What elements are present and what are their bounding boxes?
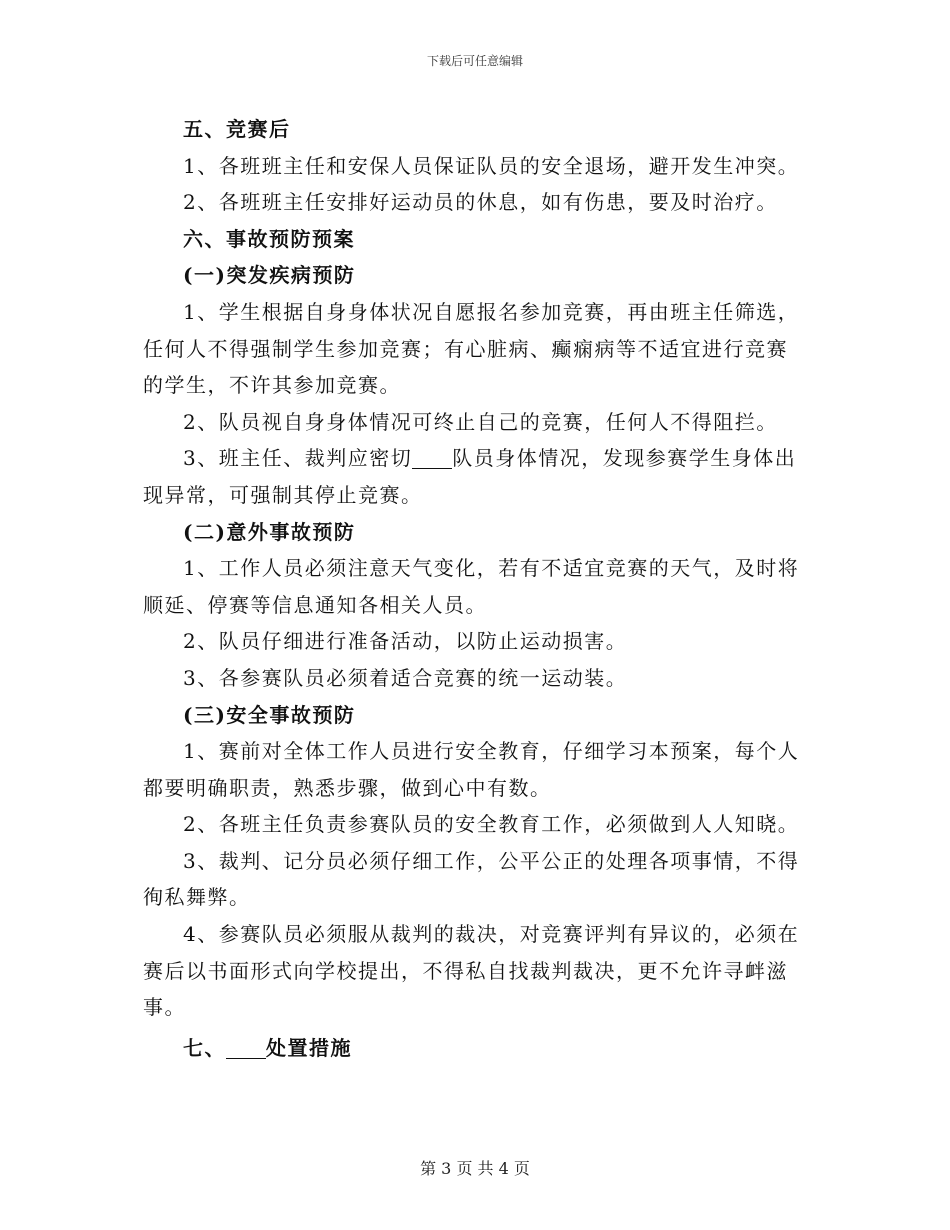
illness-item-3	[143, 440, 807, 513]
illness-item-3-after: 队员身体情况，发现参赛学生身体出现异常，可强制其停止竞赛。	[143, 446, 797, 507]
accident-item-1: 1、工作人员必须注意天气变化，若有不适宜竞赛的天气，及时将顺延、停赛等信息通知各相关人员。	[143, 556, 800, 617]
document-body	[143, 111, 807, 1066]
subsection-accident-title: (二)意外事故预防	[183, 519, 356, 544]
safety-item-3: 3、裁判、记分员必须仔细工作，公平公正的处理各项事情，不得徇私舞弊。	[143, 848, 800, 910]
section-five-title: 五、竞赛后	[183, 117, 291, 141]
accident-item-3: 3、各参赛队员必须着适合竞赛的统一运动装。	[183, 665, 628, 690]
page-number: 第 3 页 共 4 页	[420, 1159, 530, 1178]
fill-blank	[226, 1036, 266, 1059]
subsection-safety-title: (三)安全事故预防	[183, 702, 356, 727]
safety-item-2: 2、各班主任负责参赛队员的安全教育工作，必须做到人人知晓。	[183, 812, 800, 837]
section-five-item-1: 1、各班班主任和安保人员保证队员的安全退场，避开发生冲突。	[183, 153, 800, 178]
page-header-note: 下载后可任意编辑	[426, 54, 523, 68]
safety-item-1: 1、赛前对全体工作人员进行安全教育，仔细学习本预案，每个人都要明确职责，熟悉步骤，做到心中有数。	[143, 739, 800, 800]
section-seven-title-after: 处置措施	[266, 1035, 352, 1060]
illness-item-3-before: 3、班主任、裁判应密切	[183, 446, 413, 471]
safety-item-4: 4、参赛队员必须服从裁判的裁决，对竞赛评判有异议的，必须在赛后以书面形式向学校提出，不得私自找裁判裁决，更不允许寻衅滋事。	[143, 922, 800, 1020]
section-six-title: 六、事故预防预案	[183, 226, 355, 251]
subsection-illness-title: (一)突发疾病预防	[183, 263, 356, 288]
illness-item-1: 1、学生根据自身身体状况自愿报名参加竞赛，再由班主任筛选，任何人不得强制学生参加竞赛；有心脏病、癫痫病等不适宜进行竞赛的学生，不许其参加竞赛。	[143, 299, 800, 398]
section-five-item-2: 2、各班班主任安排好运动员的休息，如有伤患，要及时治疗。	[183, 190, 778, 215]
section-seven-title	[143, 1030, 807, 1067]
section-seven-title-before: 七、	[183, 1035, 226, 1060]
illness-item-2: 2、队员视自身身体情况可终止自己的竞赛，任何人不得阻拦。	[183, 409, 778, 434]
accident-item-2: 2、队员仔细进行准备活动，以防止运动损害。	[183, 629, 628, 654]
fill-blank	[412, 446, 452, 469]
